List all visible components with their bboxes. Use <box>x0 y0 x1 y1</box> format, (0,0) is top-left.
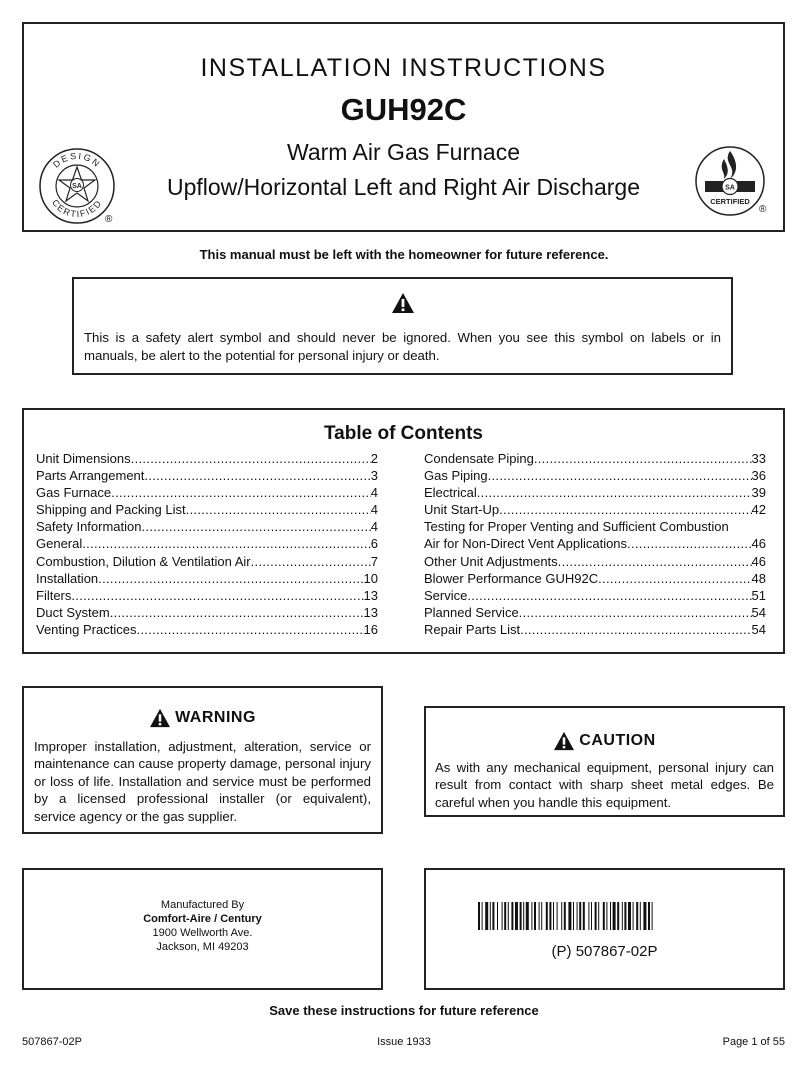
warning-triangle-icon <box>149 708 171 728</box>
svg-text:CERTIFIED: CERTIFIED <box>710 197 750 206</box>
toc-title: Table of Contents <box>323 423 484 444</box>
toc-left-column <box>36 450 378 638</box>
toc-entry-page: 4 <box>370 485 378 501</box>
toc-entry <box>36 501 378 518</box>
toc-entry-page: 2 <box>370 451 378 466</box>
barcode-icon <box>478 902 732 930</box>
toc-entry-page: 54 <box>751 604 766 620</box>
toc-entry-page: 39 <box>751 485 766 501</box>
warning-box <box>22 686 383 834</box>
toc-entry-title: Condensate Piping <box>424 451 534 466</box>
toc-entry <box>36 484 378 501</box>
toc-entry-title: Repair Parts List <box>424 621 521 637</box>
toc-entry <box>36 570 378 587</box>
toc-entry-title: Other Unit Adjustments <box>424 553 558 569</box>
toc-entry <box>36 535 378 552</box>
toc-dot-leader <box>477 484 752 501</box>
toc-entry-page: 4 <box>370 519 378 535</box>
footer-issue: Issue 1933 <box>377 1036 431 1048</box>
toc-entry <box>424 553 766 570</box>
toc-entry-title: Unit Dimensions <box>36 451 131 466</box>
toc-entry-title: Unit Start-Up <box>424 502 500 518</box>
toc-entry-title: General <box>36 536 83 552</box>
toc-dot-leader <box>520 621 751 638</box>
registered-mark: ® <box>105 214 113 225</box>
toc-entry-title: Planned Service <box>424 604 519 620</box>
toc-dot-leader <box>519 604 752 621</box>
toc-entry <box>424 604 766 621</box>
toc-entry-title: Combustion, Dilution & Ventilation Air <box>36 553 251 569</box>
toc-entry <box>36 621 378 638</box>
toc-entry-page: 3 <box>370 468 378 484</box>
toc-dot-leader <box>136 621 363 638</box>
manufacturer-name: Comfort-Aire / Century <box>143 913 262 925</box>
toc-entry-page: 51 <box>751 587 766 603</box>
manufacturer-city: Jackson, MI 49203 <box>156 941 249 953</box>
homeowner-note: This manual must be left with the homeowner for future reference. <box>199 247 609 262</box>
svg-text:SA: SA <box>72 183 82 190</box>
model-number: GUH92C <box>340 92 467 127</box>
toc-entry-page: 13 <box>363 587 378 603</box>
toc-dot-leader <box>534 450 752 467</box>
safety-alert-text: This is a safety alert symbol and should never be ignored. When you see this symbol on labels or in manuals, be alert to the potential for personal injury or death. <box>84 330 721 363</box>
toc-entry-page: 46 <box>751 536 766 552</box>
toc-entry-title: Service <box>424 587 468 603</box>
svg-text:SA: SA <box>725 184 735 192</box>
toc-dot-leader <box>251 553 371 570</box>
warning-heading <box>24 708 381 728</box>
toc-entry-title: Testing for Proper Venting and Sufficient Combustion <box>424 519 729 535</box>
manufacturer-line: Manufactured By <box>160 899 245 911</box>
toc-entry-page: 4 <box>370 502 378 518</box>
save-note: Save these instructions for future reference <box>269 1003 539 1018</box>
toc-entry-title: Venting Practices <box>36 621 137 637</box>
caution-heading <box>426 731 783 751</box>
toc-dot-leader <box>111 484 371 501</box>
toc-entry <box>424 535 766 552</box>
caution-label: CAUTION <box>579 732 656 749</box>
toc-entry-page: 48 <box>751 570 766 586</box>
part-number-label: (P) 507867-02P <box>551 943 658 960</box>
toc-entry <box>424 450 766 467</box>
toc-entry <box>424 621 766 638</box>
manufacturer-box <box>22 868 383 990</box>
warning-text: Improper installation, adjustment, alteration, service or maintenance can cause property damage, personal injury or loss of life. Installation and service must be performed by a licensed professional installer (or equivalent), service agency or the gas supplier. <box>34 739 371 824</box>
toc-entry-title: Shipping and Packing List <box>36 502 186 518</box>
barcode-box <box>424 868 785 990</box>
document-type: INSTALLATION INSTRUCTIONS <box>200 54 607 82</box>
toc-entry <box>424 587 766 604</box>
toc-entry-page: 7 <box>370 553 378 569</box>
toc-entry-page: 10 <box>363 570 378 586</box>
toc-entry <box>424 467 766 484</box>
toc-dot-leader <box>467 587 751 604</box>
toc-entry-title: Air for Non-Direct Vent Applications <box>424 536 628 552</box>
toc-entry <box>36 587 378 604</box>
toc-entry <box>36 604 378 621</box>
toc-dot-leader <box>142 518 371 535</box>
product-subtitle: Upflow/Horizontal Left and Right Air Discharge <box>166 174 640 200</box>
toc-dot-leader <box>186 501 371 518</box>
warning-label: WARNING <box>175 709 256 726</box>
toc-entry-page: 42 <box>751 502 766 518</box>
toc-entry-title: Filters <box>36 587 72 603</box>
table-of-contents <box>22 408 785 654</box>
toc-entry <box>424 501 766 518</box>
toc-right-column <box>424 450 766 638</box>
toc-dot-leader <box>144 467 370 484</box>
manufacturer-address: 1900 Wellworth Ave. <box>152 927 253 939</box>
toc-entry-page: 6 <box>370 536 378 552</box>
toc-dot-leader <box>110 604 364 621</box>
caution-text: As with any mechanical equipment, personal injury can result from contact with sharp sheet metal edges. Be careful when you handle this equipment. <box>435 760 774 810</box>
footer-part-number: 507867-02P <box>22 1036 82 1048</box>
toc-entry <box>36 467 378 484</box>
toc-entry-title: Safety Information <box>36 519 142 535</box>
registered-mark: ® <box>759 204 767 215</box>
toc-entry-title: Parts Arrangement <box>36 468 145 484</box>
toc-dot-leader <box>71 587 363 604</box>
toc-entry-page: 36 <box>751 468 766 484</box>
toc-dot-leader <box>499 501 751 518</box>
toc-entry-title: Gas Piping <box>424 468 488 484</box>
toc-dot-leader <box>488 467 752 484</box>
warning-triangle-icon <box>391 292 415 319</box>
toc-entry-title: Electrical <box>424 485 477 501</box>
toc-dot-leader <box>558 553 752 570</box>
toc-entry <box>36 518 378 535</box>
toc-entry-page: 46 <box>751 553 766 569</box>
csa-certified-seal-icon <box>694 145 766 217</box>
toc-entry <box>424 570 766 587</box>
safety-alert-box <box>72 277 733 375</box>
toc-dot-leader <box>82 535 371 552</box>
toc-entry-title: Gas Furnace <box>36 485 112 501</box>
toc-entry-page: 54 <box>751 621 766 637</box>
caution-box <box>424 706 785 817</box>
toc-dot-leader <box>131 450 371 467</box>
toc-entry-title: Installation <box>36 570 99 586</box>
toc-entry <box>36 450 378 467</box>
product-title: Warm Air Gas Furnace <box>286 139 521 165</box>
toc-entry <box>36 553 378 570</box>
toc-entry-title: Duct System <box>36 604 110 620</box>
toc-entry-title: Blower Performance GUH92C <box>424 570 599 586</box>
warning-triangle-icon <box>553 731 575 751</box>
header-box <box>22 22 785 232</box>
toc-dot-leader <box>627 535 751 552</box>
svg-text:CERTIFIED: CERTIFIED <box>50 197 104 220</box>
toc-entry-page: 13 <box>363 604 378 620</box>
toc-entry <box>424 484 766 501</box>
toc-dot-leader <box>598 570 751 587</box>
toc-entry <box>424 518 766 535</box>
footer-page-number: Page 1 of 55 <box>722 1036 785 1048</box>
toc-dot-leader <box>98 570 363 587</box>
svg-text:DESIGN: DESIGN <box>51 150 103 170</box>
toc-entry-page: 33 <box>751 451 766 466</box>
toc-entry-page: 16 <box>363 621 378 637</box>
